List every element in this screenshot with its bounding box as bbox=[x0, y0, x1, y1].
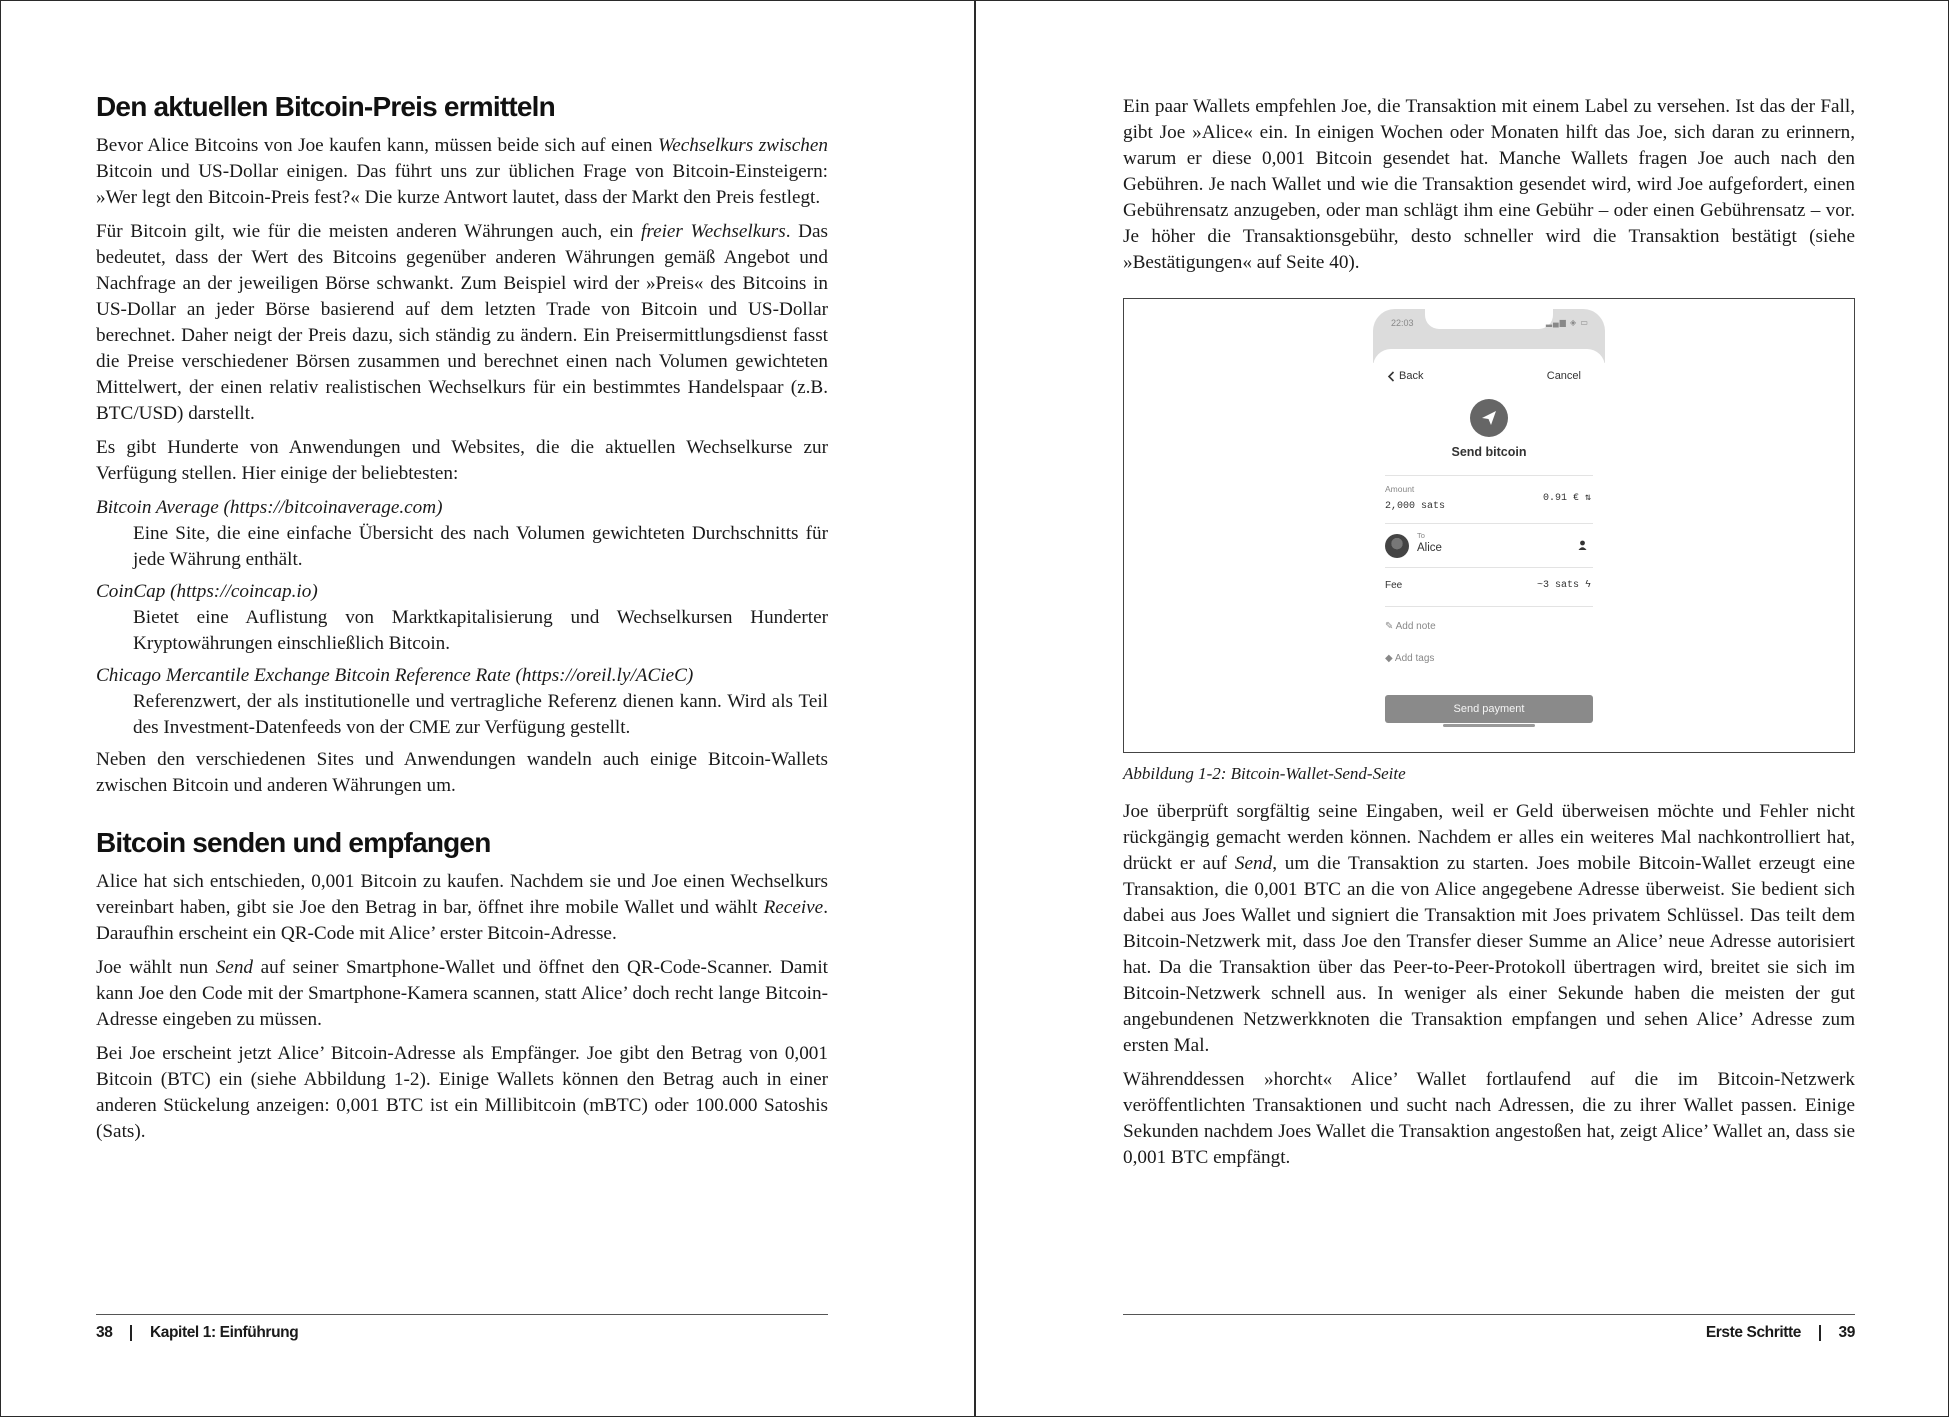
amount-fiat: 0.91 € ⇅ bbox=[1542, 493, 1591, 504]
paragraph: Neben den verschiedenen Sites und Anwendungen wandeln auch einige Bitcoin-Wallets zwischen Bitcoin und anderen Währungen um. bbox=[96, 749, 828, 796]
cancel-button[interactable]: Cancel bbox=[1546, 370, 1581, 382]
person-icon[interactable] bbox=[1578, 540, 1587, 550]
add-tags-button[interactable]: ◆ Add tags bbox=[1385, 653, 1435, 664]
left-page bbox=[1, 1, 974, 1416]
fee-row[interactable] bbox=[1385, 567, 1593, 607]
definition-term: CoinCap (https://coincap.io) bbox=[96, 581, 318, 602]
paragraph: Joe wählt nun Send auf seiner Smartphone-Wallet und öffnet den QR-Code-Scanner. Damit kann Joe den Code mit der Smartphone-Kamera scannen, statt Alice’ doch recht lange Bitcoin-Adresse eingeben zu müssen. bbox=[96, 957, 828, 1030]
back-label: Back bbox=[1399, 370, 1424, 382]
amount-row[interactable] bbox=[1385, 475, 1593, 524]
figure-caption: Abbildung 1-2: Bitcoin-Wallet-Send-Seite bbox=[1123, 764, 1406, 783]
amount-value: 2,000 sats bbox=[1385, 501, 1446, 512]
back-button[interactable] bbox=[1387, 370, 1423, 382]
left-text-column bbox=[96, 89, 828, 1153]
definition-text: Bietet eine Auflistung von Marktkapitalisierung und Wechselkursen Hunderter Kryptowährungen einschließlich Bitcoin. bbox=[133, 607, 828, 654]
paragraph: Bevor Alice Bitcoins von Joe kaufen kann, müssen beide sich auf einen Wechselkurs zwischen Bitcoin und US-Dollar einigen. Das führt uns zur üblichen Frage von Bitcoin-Einsteigern: »Wer legt den Bitcoin-Preis fest?« Die kurze Antwort lautet, dass der Markt den Preis festlegt. bbox=[96, 135, 828, 208]
definition-text: Eine Site, die eine einfache Übersicht des nach Volumen gewichteten Durchschnitts für jede Währung enthält. bbox=[133, 523, 828, 570]
figure-wallet-send bbox=[1123, 298, 1855, 753]
paragraph: Währenddessen »horcht« Alice’ Wallet fortlaufend auf die im Bitcoin-Netzwerk veröffentlichten Transaktionen und sucht nach Adressen, die zu ihrer Wallet passen. Einige Sekunden nachdem Joes Wallet die Transaktion angestoßen hat, zeigt Alice’ Wallet an, dass sie 0,001 BTC empfängt. bbox=[1123, 1069, 1855, 1168]
send-screen bbox=[1373, 349, 1605, 734]
paragraph: Es gibt Hunderte von Anwendungen und Websites, die die aktuellen Wechselkurse zur Verfügung stellen. Hier einige der beliebtesten: bbox=[96, 437, 828, 484]
section-heading: Den aktuellen Bitcoin-Preis ermitteln bbox=[96, 91, 555, 122]
page-number: 38 bbox=[96, 1324, 113, 1341]
to-label: To bbox=[1417, 531, 1425, 540]
chevron-left-icon bbox=[1387, 371, 1395, 382]
definition-text: Referenzwert, der als institutionelle und vertragliche Referenz dienen kann. Wird als Teil des Investment-Datenfeeds von der CME zur Verfügung gestellt. bbox=[133, 691, 828, 738]
screen-title: Send bitcoin bbox=[1451, 445, 1527, 459]
footer-separator bbox=[130, 1325, 132, 1341]
section-heading: Bitcoin senden und empfangen bbox=[96, 827, 491, 858]
right-page bbox=[976, 1, 1948, 1416]
paragraph: Ein paar Wallets empfehlen Joe, die Transaktion mit einem Label zu versehen. Ist das der Fall, gibt Joe »Alice« ein. In einigen Wochen oder Monaten hilft das Joe, sich daran zu erinnern, warum er diese 0,001 Bitcoin gesendet hat. Manche Wallets fragen Joe auch nach den Gebühren. Je nach Wallet und wie die Transaktion gesendet wird, wird Joe aufgefordert, einen Gebührensatz anzugeben, oder man schlägt ihm eine Gebühr – oder einen Gebührensatz – vor. Je höher die Transaktionsgebühr, desto schneller wird die Transaktion bestätigt (siehe »Bestätigungen« auf Seite 40). bbox=[1123, 96, 1855, 273]
footer-rule bbox=[1123, 1314, 1855, 1315]
right-text-column bbox=[1123, 94, 1855, 1179]
page-footer bbox=[96, 1314, 828, 1343]
footer-line bbox=[1123, 1323, 1855, 1343]
status-icons: ▂▄▆ ◈ ▭ bbox=[1545, 318, 1589, 327]
definition-term: Bitcoin Average (https://bitcoinaverage.com) bbox=[96, 497, 443, 518]
add-note-button[interactable]: ✎ Add note bbox=[1385, 621, 1436, 632]
recipient-name: Alice bbox=[1417, 542, 1442, 554]
paragraph: Alice hat sich entschieden, 0,001 Bitcoin zu kaufen. Nachdem sie und Joe einen Wechselkurs vereinbart haben, gibt sie Joe den Betrag in bar, öffnet ihre mobile Wallet und wählt Receive. Daraufhin erscheint ein QR-Code mit Alice’ erster Bitcoin-Adresse. bbox=[96, 871, 828, 944]
footer-separator bbox=[1819, 1325, 1821, 1341]
footer-rule bbox=[96, 1314, 828, 1315]
amount-label: Amount bbox=[1385, 484, 1415, 494]
page-number: 39 bbox=[1838, 1324, 1855, 1341]
fee-value: ~3 sats ϟ bbox=[1536, 580, 1591, 591]
footer-line bbox=[96, 1323, 828, 1343]
fee-label: Fee bbox=[1385, 580, 1403, 591]
running-section: Erste Schritte bbox=[1705, 1324, 1802, 1341]
home-indicator bbox=[1443, 724, 1535, 727]
phone-mockup bbox=[1373, 309, 1605, 734]
recipient-row[interactable] bbox=[1385, 523, 1593, 568]
paragraph: Joe überprüft sorgfältig seine Eingaben, weil er Geld überweisen möchte und Fehler nicht rückgängig gemacht werden können. Nachdem er alles ein weiteres Mal nachkontrolliert hat, drückt er auf Send, um die Transaktion zu starten. Joes mobile Bitcoin-Wallet erzeugt eine Transaktion, die 0,001 BTC an die von Alice angegebene Adresse überweist. Sie bedient sich dabei aus Joes Wallet und signiert die Transaktion mit Joes privatem Schlüssel. Das teilt dem Bitcoin-Netzwerk mit, dass Joe den Transfer dieser Summe an Alice’ neue Adresse autorisiert hat. Da die Transaktion über das Peer-to-Peer-Protokoll übertragen wird, breitet sie sich im Bitcoin-Netzwerk schnell aus. In weniger als einer Sekunde haben die meisten der gut angebundenen Netzwerkknoten die Transaktion empfangen und sehen Alice’ Adresse zum ersten Mal. bbox=[1123, 801, 1855, 1056]
avatar bbox=[1385, 534, 1409, 558]
paragraph: Für Bitcoin gilt, wie für die meisten anderen Währungen auch, ein freier Wechselkurs. Das bedeutet, dass der Wert des Bitcoins gegenüber anderen Währungen gemäß Angebot und Nachfrage an der jeweiligen Börse schwankt. Zum Beispiel wird der »Preis« des Bitcoins in US-Dollar an jeder Börse basierend auf dem letzten Trade von Bitcoin und US-Dollar berechnet. Daher neigt der Preis dazu, sich ständig zu ändern. Ein Preisermittlungsdienst fasst die Preise verschiedener Börsen zusammen und berechnet einen nach Volumen gewichteten Mittelwert, der einen relativ realistischen Wechselkurs für ein bestimmtes Handelspaar (z.B. BTC/USD) darstellt. bbox=[96, 221, 829, 424]
phone-notch bbox=[1425, 309, 1553, 329]
page-footer bbox=[1123, 1314, 1855, 1343]
definition-term: Chicago Mercantile Exchange Bitcoin Reference Rate (https://oreil.ly/ACieC) bbox=[96, 665, 694, 686]
running-chapter: Kapitel 1: Einführung bbox=[149, 1324, 299, 1341]
definition-list bbox=[96, 495, 828, 741]
paper-plane-icon bbox=[1470, 399, 1508, 437]
send-payment-button[interactable]: Send payment bbox=[1385, 695, 1593, 723]
paragraph: Bei Joe erscheint jetzt Alice’ Bitcoin-Adresse als Empfänger. Joe gibt den Betrag von 0,001 Bitcoin (BTC) ein (siehe Abbildung 1-2). Einige Wallets können den Betrag auch in einer anderen Stückelung anzeigen: 0,001 BTC ist ein Millibitcoin (mBTC) oder 100.000 Satoshis (Sats). bbox=[96, 1043, 828, 1142]
status-clock: 22:03 bbox=[1391, 318, 1414, 328]
